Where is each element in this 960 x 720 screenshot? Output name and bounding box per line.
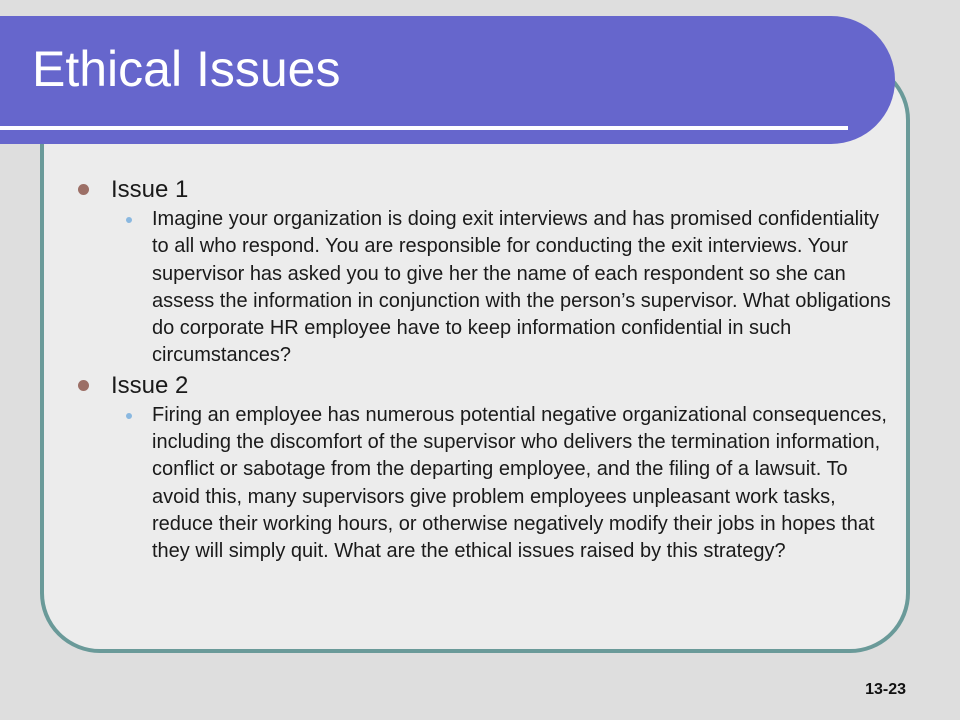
bullet-label: Issue 2 xyxy=(111,371,189,399)
sub-bullet-text: Firing an employee has numerous potential negative organizational consequences, including the discomfort of the supervisor who delivers the termination information, conflict or sabotage from the departing employee, and the filing of a lawsuit. To avoid this, many supervisors give problem employees unpleasant work tasks, reduce their working hours, or otherwise negatively modify their jobs in hopes that they will simply quit. What are the ethical issues raised by this strategy? xyxy=(152,403,887,563)
sub-bullet-issue-1 xyxy=(117,206,896,370)
bullet-issue-1 xyxy=(76,174,896,370)
bullet-issue-2 xyxy=(76,370,896,566)
sub-bullet-dot-icon xyxy=(126,413,132,419)
bullet-label: Issue 1 xyxy=(111,176,189,203)
sub-bullet-dot-icon xyxy=(126,217,132,223)
sub-bullet-text: Imagine your organization is doing exit interviews and has promised confidentiality to all who respond. You are responsible for conducting the exit interviews. Your supervisor has asked you to give her the name of each respondent so she can assess the information in conjunction with the person’s supervisor. What obligations do corporate HR employee have to keep information confidential in such circumstances? xyxy=(152,208,891,367)
bullet-dot-icon xyxy=(78,184,89,195)
sub-bullet-list xyxy=(111,206,896,370)
bullet-list xyxy=(76,174,896,566)
sub-bullet-issue-2 xyxy=(117,402,896,566)
title-underline xyxy=(0,126,848,130)
page-number: 13-23 xyxy=(865,681,906,698)
slide-title: Ethical Issues xyxy=(32,41,341,97)
bullet-dot-icon xyxy=(78,380,89,391)
sub-bullet-list xyxy=(111,402,896,566)
